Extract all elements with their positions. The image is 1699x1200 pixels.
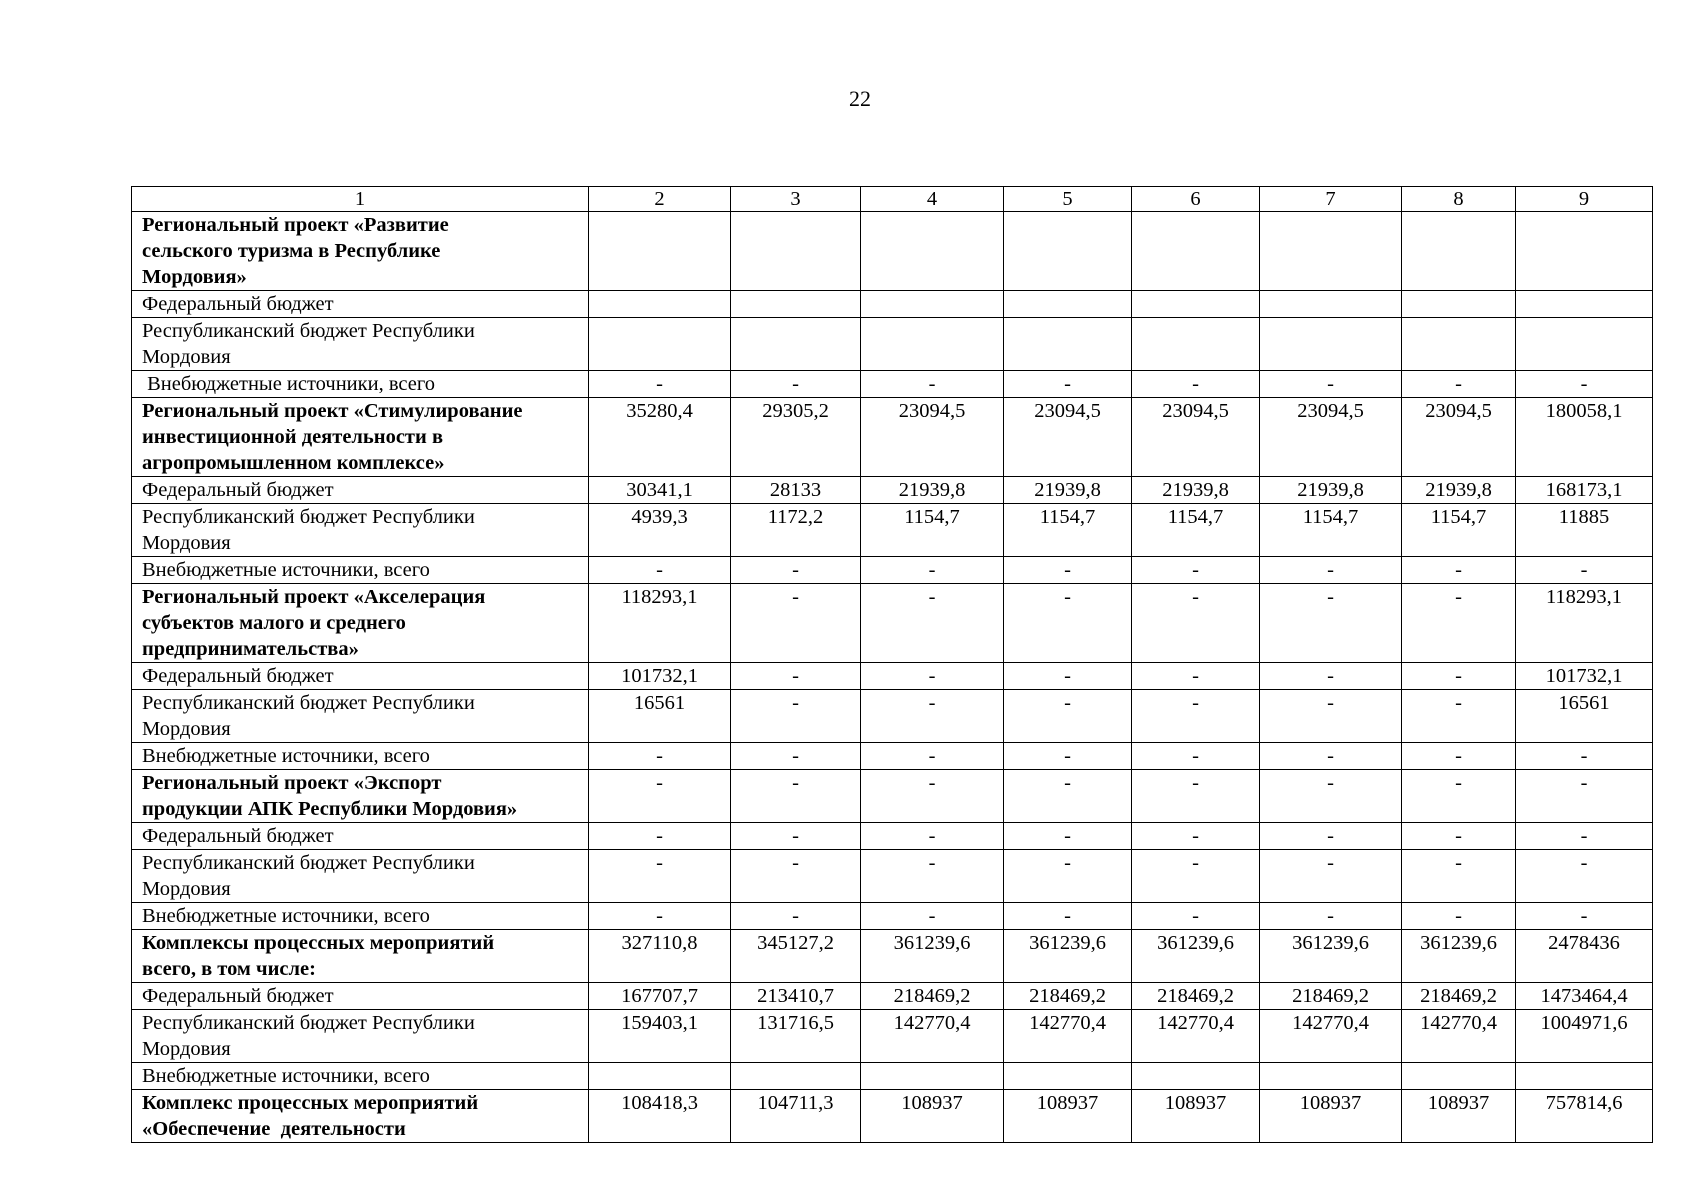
value-cell: - (861, 584, 1004, 663)
value-cell: 180058,1 (1516, 398, 1653, 477)
section-row (132, 1090, 1653, 1143)
value-cell: - (589, 850, 731, 903)
row-label-line: Внебюджетные источники, всего (142, 1065, 430, 1087)
row-label (132, 1010, 589, 1063)
value-cell: - (861, 690, 1004, 743)
value-cell (1516, 212, 1653, 291)
row-label (132, 903, 589, 930)
value-cell: - (731, 903, 861, 930)
value-cell: 361239,6 (1260, 930, 1402, 983)
row-label (132, 770, 589, 823)
row-label (132, 1090, 589, 1143)
value-cell: 108937 (861, 1090, 1004, 1143)
value-cell (731, 1063, 861, 1090)
value-cell: - (1132, 770, 1260, 823)
value-cell: - (1132, 371, 1260, 398)
table-row (132, 371, 1653, 398)
value-cell (1004, 212, 1132, 291)
value-cell: - (1516, 823, 1653, 850)
value-cell (1132, 291, 1260, 318)
value-cell: - (1260, 371, 1402, 398)
value-cell: - (1260, 584, 1402, 663)
value-cell: 21939,8 (1004, 477, 1132, 504)
value-cell: 108418,3 (589, 1090, 731, 1143)
value-cell: - (1132, 903, 1260, 930)
value-cell: - (1004, 663, 1132, 690)
value-cell: 21939,8 (1260, 477, 1402, 504)
row-label-line: Региональный проект «Развитие (142, 214, 449, 236)
row-label-line: Внебюджетные источники, всего (142, 373, 435, 395)
value-cell: - (861, 557, 1004, 584)
value-cell: 21939,8 (1402, 477, 1516, 504)
value-cell: - (1132, 663, 1260, 690)
value-cell (1402, 318, 1516, 371)
table-body (132, 187, 1653, 1143)
table-row (132, 690, 1653, 743)
value-cell: - (1260, 557, 1402, 584)
value-cell: 1473464,4 (1516, 983, 1653, 1010)
row-label (132, 743, 589, 770)
header-cell: 1 (132, 187, 589, 212)
value-cell: - (1516, 770, 1653, 823)
row-label (132, 983, 589, 1010)
value-cell: 218469,2 (1402, 983, 1516, 1010)
row-label (132, 930, 589, 983)
value-cell: 142770,4 (1402, 1010, 1516, 1063)
table-row (132, 318, 1653, 371)
header-cell: 3 (731, 187, 861, 212)
value-cell: 142770,4 (1260, 1010, 1402, 1063)
value-cell: 327110,8 (589, 930, 731, 983)
row-label-line: Мордовия (142, 532, 231, 554)
row-label-line: всего, в том числе: (142, 958, 316, 980)
value-cell (1402, 291, 1516, 318)
row-label-line: Республиканский бюджет Республики (142, 506, 475, 528)
value-cell: 35280,4 (589, 398, 731, 477)
value-cell: 1004971,6 (1516, 1010, 1653, 1063)
row-label-line: Внебюджетные источники, всего (142, 559, 430, 581)
value-cell: 1154,7 (1132, 504, 1260, 557)
value-cell: 16561 (589, 690, 731, 743)
row-label-line: Федеральный бюджет (142, 665, 334, 687)
value-cell: - (1260, 663, 1402, 690)
value-cell: 101732,1 (589, 663, 731, 690)
value-cell: 101732,1 (1516, 663, 1653, 690)
value-cell: 11885 (1516, 504, 1653, 557)
table-row (132, 1010, 1653, 1063)
row-label-line: Региональный проект «Акселерация (142, 586, 486, 608)
value-cell (731, 318, 861, 371)
value-cell: 1154,7 (1402, 504, 1516, 557)
header-cell: 2 (589, 187, 731, 212)
table-row (132, 823, 1653, 850)
value-cell: - (1004, 770, 1132, 823)
value-cell (589, 1063, 731, 1090)
row-label (132, 584, 589, 663)
header-cell: 7 (1260, 187, 1402, 212)
header-cell: 8 (1402, 187, 1516, 212)
value-cell: 29305,2 (731, 398, 861, 477)
value-cell: 142770,4 (1004, 1010, 1132, 1063)
value-cell: 16561 (1516, 690, 1653, 743)
value-cell: 108937 (1260, 1090, 1402, 1143)
row-label-line: Мордовия (142, 346, 231, 368)
value-cell: - (1132, 690, 1260, 743)
value-cell: - (1402, 770, 1516, 823)
table-row (132, 557, 1653, 584)
value-cell (861, 291, 1004, 318)
value-cell: - (1260, 770, 1402, 823)
row-label (132, 371, 589, 398)
value-cell: - (1004, 557, 1132, 584)
value-cell: - (731, 743, 861, 770)
value-cell: 23094,5 (1260, 398, 1402, 477)
value-cell: - (731, 823, 861, 850)
section-row (132, 212, 1653, 291)
value-cell: - (1132, 584, 1260, 663)
table-row (132, 743, 1653, 770)
value-cell: - (861, 903, 1004, 930)
row-label (132, 690, 589, 743)
value-cell (589, 318, 731, 371)
value-cell: 30341,1 (589, 477, 731, 504)
value-cell: 21939,8 (861, 477, 1004, 504)
row-label-line: Республиканский бюджет Республики (142, 1012, 475, 1034)
value-cell: 361239,6 (861, 930, 1004, 983)
value-cell: - (1402, 903, 1516, 930)
value-cell: - (1260, 903, 1402, 930)
value-cell: - (1004, 690, 1132, 743)
value-cell: 118293,1 (589, 584, 731, 663)
value-cell: - (1004, 584, 1132, 663)
value-cell (1004, 318, 1132, 371)
row-label (132, 318, 589, 371)
row-label (132, 477, 589, 504)
row-label-line: агропромышленном комплексе» (142, 452, 445, 474)
value-cell: - (1004, 743, 1132, 770)
value-cell (1260, 212, 1402, 291)
value-cell: 361239,6 (1402, 930, 1516, 983)
value-cell: - (1402, 850, 1516, 903)
row-label-line: Федеральный бюджет (142, 825, 334, 847)
row-label (132, 850, 589, 903)
row-label-line: предпринимательства» (142, 638, 359, 660)
value-cell: 345127,2 (731, 930, 861, 983)
value-cell: 1154,7 (1004, 504, 1132, 557)
value-cell: - (1516, 557, 1653, 584)
value-cell (589, 291, 731, 318)
value-cell: 23094,5 (1132, 398, 1260, 477)
row-label-line: Республиканский бюджет Республики (142, 320, 475, 342)
value-cell: - (861, 770, 1004, 823)
value-cell: 23094,5 (861, 398, 1004, 477)
value-cell: 108937 (1004, 1090, 1132, 1143)
row-label-line: Мордовия (142, 1038, 231, 1060)
value-cell: 2478436 (1516, 930, 1653, 983)
value-cell: - (1132, 823, 1260, 850)
value-cell: 21939,8 (1132, 477, 1260, 504)
value-cell: - (1516, 903, 1653, 930)
value-cell: - (731, 770, 861, 823)
value-cell: 131716,5 (731, 1010, 861, 1063)
value-cell: 361239,6 (1132, 930, 1260, 983)
row-label-line: Мордовия» (142, 266, 247, 288)
table-row (132, 1063, 1653, 1090)
value-cell: - (861, 850, 1004, 903)
row-label-line: Федеральный бюджет (142, 985, 334, 1007)
value-cell: 213410,7 (731, 983, 861, 1010)
value-cell (861, 1063, 1004, 1090)
value-cell: 142770,4 (1132, 1010, 1260, 1063)
table-row (132, 663, 1653, 690)
header-cell: 6 (1132, 187, 1260, 212)
value-cell: 108937 (1402, 1090, 1516, 1143)
value-cell: - (861, 663, 1004, 690)
value-cell (861, 212, 1004, 291)
value-cell: 118293,1 (1516, 584, 1653, 663)
value-cell: - (1132, 850, 1260, 903)
row-label (132, 212, 589, 291)
value-cell: - (1516, 850, 1653, 903)
value-cell: - (731, 663, 861, 690)
value-cell: - (1004, 823, 1132, 850)
section-row (132, 398, 1653, 477)
value-cell (731, 212, 861, 291)
budget-table (131, 186, 1653, 1143)
row-label-line: Мордовия (142, 878, 231, 900)
value-cell: - (1004, 903, 1132, 930)
row-label-line: Республиканский бюджет Республики (142, 852, 475, 874)
value-cell: 23094,5 (1402, 398, 1516, 477)
value-cell: - (1402, 690, 1516, 743)
row-label (132, 398, 589, 477)
value-cell (1516, 1063, 1653, 1090)
row-label-line: инвестиционной деятельности в (142, 426, 444, 448)
row-label-line: Республиканский бюджет Республики (142, 692, 475, 714)
table-row (132, 850, 1653, 903)
row-label (132, 1063, 589, 1090)
value-cell (589, 212, 731, 291)
value-cell: 757814,6 (1516, 1090, 1653, 1143)
value-cell: - (731, 690, 861, 743)
value-cell (1004, 291, 1132, 318)
value-cell: - (731, 850, 861, 903)
row-label (132, 823, 589, 850)
value-cell: - (1516, 371, 1653, 398)
value-cell: 218469,2 (1132, 983, 1260, 1010)
value-cell (1516, 318, 1653, 371)
value-cell: - (1402, 371, 1516, 398)
section-row (132, 584, 1653, 663)
header-cell: 5 (1004, 187, 1132, 212)
value-cell: 1154,7 (861, 504, 1004, 557)
row-label-line: продукции АПК Республики Мордовия» (142, 798, 518, 820)
value-cell: 4939,3 (589, 504, 731, 557)
value-cell (1132, 1063, 1260, 1090)
value-cell: 108937 (1132, 1090, 1260, 1143)
row-label-line: субъектов малого и среднего (142, 612, 406, 634)
value-cell (1260, 318, 1402, 371)
value-cell: - (1132, 743, 1260, 770)
value-cell (1260, 1063, 1402, 1090)
table-row (132, 504, 1653, 557)
value-cell: - (1260, 690, 1402, 743)
value-cell (1402, 1063, 1516, 1090)
row-label-line: Комплексы процессных мероприятий (142, 932, 495, 954)
value-cell: - (1132, 557, 1260, 584)
value-cell: 23094,5 (1004, 398, 1132, 477)
value-cell: - (731, 557, 861, 584)
value-cell (1004, 1063, 1132, 1090)
value-cell: - (731, 584, 861, 663)
section-row (132, 930, 1653, 983)
header-cell: 4 (861, 187, 1004, 212)
row-label (132, 663, 589, 690)
value-cell: - (1402, 823, 1516, 850)
row-label-line: Мордовия (142, 718, 231, 740)
value-cell (1132, 212, 1260, 291)
value-cell: - (1260, 743, 1402, 770)
value-cell: - (861, 823, 1004, 850)
table-row (132, 903, 1653, 930)
row-label (132, 291, 589, 318)
row-label-line: Региональный проект «Экспорт (142, 772, 442, 794)
value-cell: - (589, 823, 731, 850)
row-label (132, 504, 589, 557)
value-cell: 218469,2 (1260, 983, 1402, 1010)
row-label-line: сельского туризма в Республике (142, 240, 441, 262)
row-label-line: Комплекс процессных мероприятий (142, 1092, 479, 1114)
value-cell: - (589, 557, 731, 584)
value-cell: - (1004, 371, 1132, 398)
value-cell: - (1402, 663, 1516, 690)
value-cell: 104711,3 (731, 1090, 861, 1143)
row-label (132, 557, 589, 584)
value-cell (1260, 291, 1402, 318)
value-cell: - (1260, 823, 1402, 850)
row-label-line: «Обеспечение деятельности (142, 1118, 406, 1140)
value-cell: - (1260, 850, 1402, 903)
value-cell: - (1402, 584, 1516, 663)
row-label-line: Региональный проект «Стимулирование (142, 400, 523, 422)
value-cell: - (861, 371, 1004, 398)
value-cell: 167707,7 (589, 983, 731, 1010)
value-cell: 1172,2 (731, 504, 861, 557)
value-cell (1132, 318, 1260, 371)
value-cell: - (589, 371, 731, 398)
row-label-line: Внебюджетные источники, всего (142, 745, 430, 767)
value-cell: 159403,1 (589, 1010, 731, 1063)
value-cell: 218469,2 (861, 983, 1004, 1010)
value-cell: - (1004, 850, 1132, 903)
value-cell: - (731, 371, 861, 398)
value-cell: - (589, 743, 731, 770)
header-row (132, 187, 1653, 212)
table-row (132, 291, 1653, 318)
value-cell: 361239,6 (1004, 930, 1132, 983)
value-cell: 168173,1 (1516, 477, 1653, 504)
value-cell: 218469,2 (1004, 983, 1132, 1010)
value-cell: 28133 (731, 477, 861, 504)
value-cell: - (589, 903, 731, 930)
value-cell: 1154,7 (1260, 504, 1402, 557)
row-label-line: Федеральный бюджет (142, 293, 334, 315)
table-row (132, 477, 1653, 504)
row-label-line: Федеральный бюджет (142, 479, 334, 501)
page-number: 22 (849, 86, 871, 111)
row-label-line: Внебюджетные источники, всего (142, 905, 430, 927)
section-row (132, 770, 1653, 823)
value-cell: - (1402, 743, 1516, 770)
value-cell: 142770,4 (861, 1010, 1004, 1063)
value-cell: - (1516, 743, 1653, 770)
header-cell: 9 (1516, 187, 1653, 212)
value-cell (1516, 291, 1653, 318)
value-cell: - (1402, 557, 1516, 584)
value-cell (731, 291, 861, 318)
value-cell: - (861, 743, 1004, 770)
table-row (132, 983, 1653, 1010)
value-cell: - (589, 770, 731, 823)
value-cell (1402, 212, 1516, 291)
value-cell (861, 318, 1004, 371)
